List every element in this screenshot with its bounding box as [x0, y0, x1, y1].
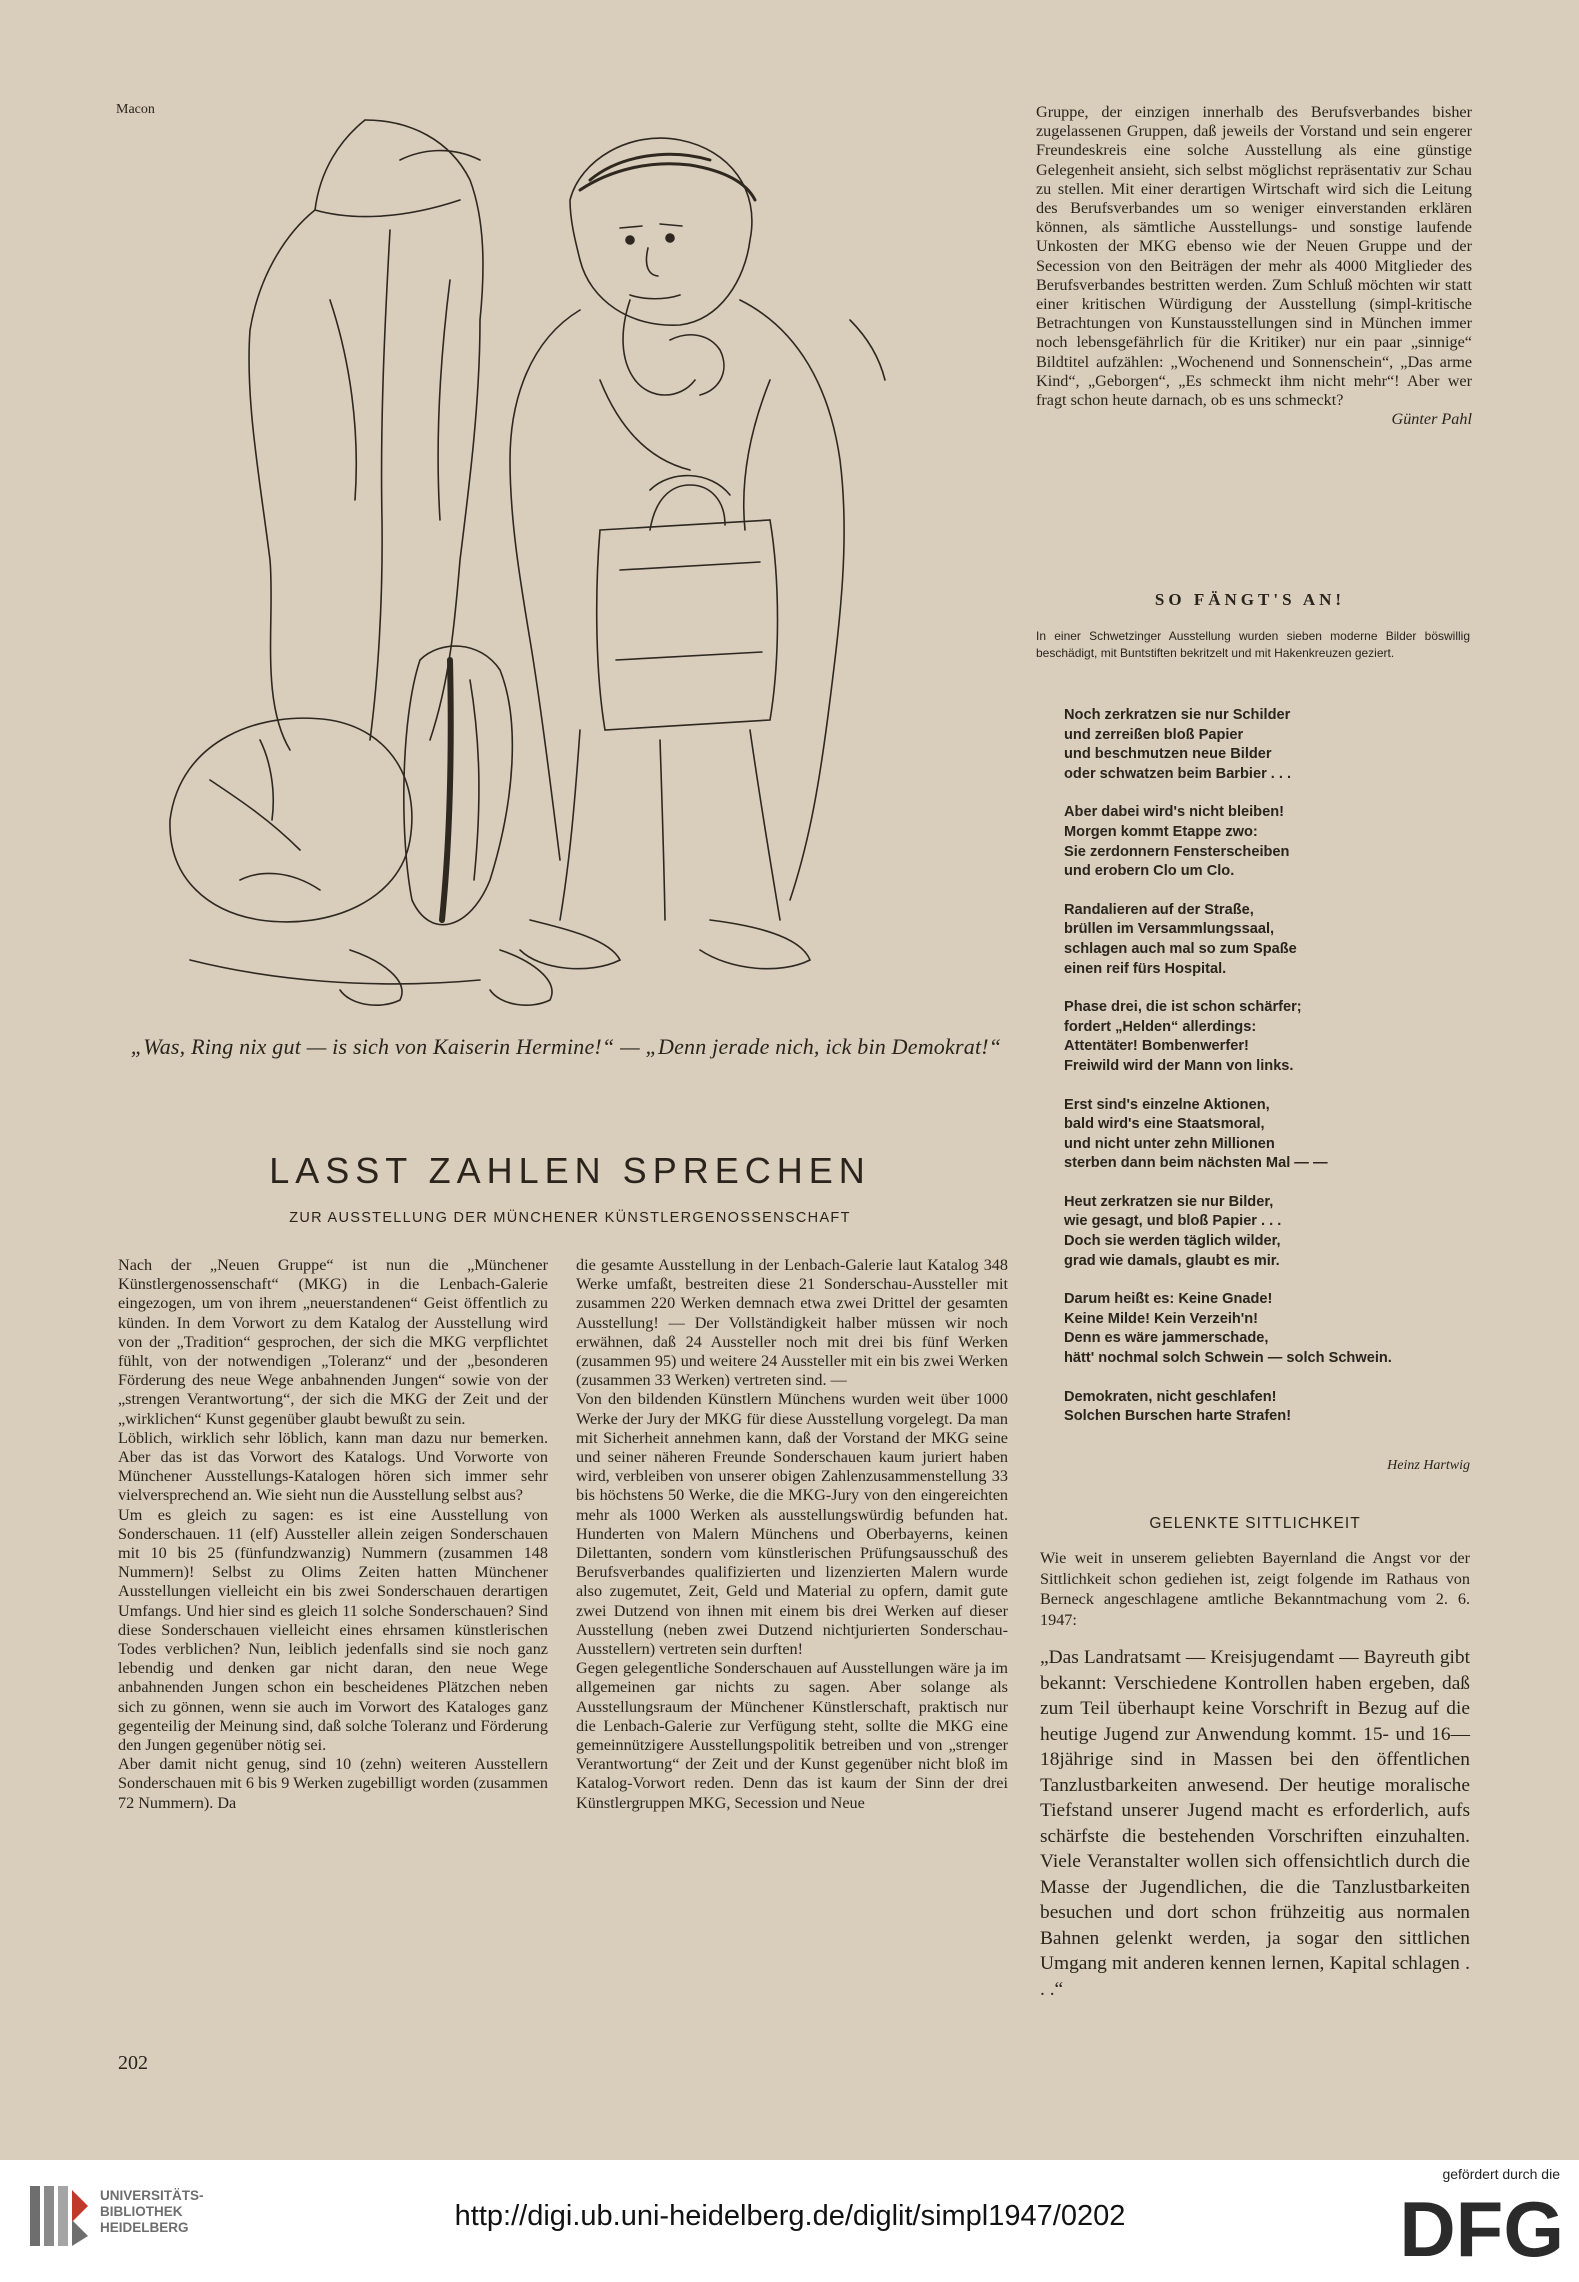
poem-line: Attentäter! Bombenwerfer!	[1064, 1038, 1249, 1055]
poem-line: Sie zerdonnern Fensterscheiben	[1064, 843, 1290, 860]
library-name-line: BIBLIOTHEK	[100, 2204, 183, 2219]
poem-stanza	[1064, 1290, 1494, 1368]
library-name-line: UNIVERSITÄTS-	[100, 2188, 204, 2203]
poem-line: sterben dann beim nächsten Mal — —	[1064, 1155, 1328, 1172]
poem-line: schlagen auch mal so zum Spaße	[1064, 940, 1297, 957]
article2-title: GELENKTE SITTLICHKEIT	[1149, 1515, 1361, 1532]
article2-quote: „Das Landratsamt — Kreisjugendamt — Bayreuth gibt bekannt: Verschiedene Kontrollen haben ergeben, daß zum Teil überhaupt keine Vorschrift in Bezug auf die heutige Jugend zur Anwendung kommt. 15- und 16—18jährige sind in Massen bei den öffentlichen Tanzlustbarkeiten anwesend. Der heutige moralische Tiefstand unserer Jugend macht es erforderlich, aufs schärfste die bestehenden Vorschriften einzuhalten. Viele Veranstalter wollen sich offensichtlich durch die Masse der Jugendlichen, die die Tanzlustbarkeiten besuchen und dort schon frühzeitig aus normalen Bahnen gelenkt werden, ja sogar den sittlichen Umgang mit anderen kennen lernen, Kapital schlagen . . .“	[1040, 1647, 1470, 2000]
poem-line: und erobern Clo um Clo.	[1064, 863, 1235, 880]
cartoon-illustration	[150, 100, 1020, 1030]
poem-stanza	[1064, 1096, 1494, 1174]
poem-line: Noch zerkratzen sie nur Schilder	[1064, 707, 1291, 723]
dfg-logo-icon	[1388, 2184, 1568, 2264]
article-title: LASST ZAHLEN SPRECHEN	[269, 1150, 871, 1191]
poem-author: Heinz Hartwig	[1387, 1458, 1470, 1473]
poem-line: grad wie damals, glaubt es mir.	[1064, 1252, 1280, 1269]
poem-line: bald wird's eine Staatsmoral,	[1064, 1116, 1265, 1133]
paragraph: Von den bildenden Künstlern Münchens wurden weit über 1000 Werke der Jury der MKG für diese Ausstellung vorgelegt. Da man mit Sicherheit annehmen kann, daß der Vorstand der MKG seine und seiner näheren Freunde Sonderschauen kaum juriert haben wird, verbleiben von unserer obigen Zahlenzusammenstellung 33 bis höchstens 50 Werke, die die MKG-Jury von den eingereichten mehr als 1000 Werken als ausstellungswürdig befunden hat. Hunderten von Malern Münchens und Oberbayerns, keinen Dilettanten, sondern vom künstlerischen Prüfungsausschuß des Berufsverbandes qualifizierten und lizenzierten Malern wurde also zugemutet, Zeit, Geld und Material zu opfern, damit gute zwei Dutzend von ihnen mit einem bis drei Werken auf dieser Ausstellung (neben zwei Dutzend nichtjurierten Sonderschau-Ausstellern) vertreten sein durften!	[576, 1390, 1008, 1659]
poem-line: Aber dabei wird's nicht bleiben!	[1064, 804, 1284, 821]
poem-line: oder schwatzen beim Barbier . . .	[1064, 765, 1292, 782]
poem-line: Morgen kommt Etappe zwo:	[1064, 823, 1258, 840]
poem-line: brüllen im Versammlungssaal,	[1064, 921, 1275, 938]
article2-intro: Wie weit in unserem geliebten Bayernland die Angst vor der Sittlichkeit schon gediehen ist, zeigt folgende im Rathaus von Berneck angeschlagene amtliche Bekanntmachung vom 2. 6. 1947:	[1040, 1549, 1470, 1629]
poem-intro: In einer Schwetzinger Ausstellung wurden sieben moderne Bilder böswillig beschädigt, mit Buntstiften bekritzelt und mit Hakenkreuzen geziert.	[1036, 629, 1470, 660]
poem-line: Freiwild wird der Mann von links.	[1064, 1057, 1294, 1074]
paragraph: Löblich, wirklich sehr löblich, kann man dazu nur bemerken. Aber das ist das Vorwort des Katalogs. Und Vorworte von Münchener Ausstellungs-Katalogen hören sich immer sehr vielversprechend an. Wie sieht nun die Ausstellung selbst aus?	[118, 1428, 548, 1505]
poem-line: Randalieren auf der Straße,	[1064, 901, 1254, 918]
poem-line: hätt' nochmal solch Schwein — solch Schwein.	[1064, 1350, 1392, 1367]
paragraph: Um es gleich zu sagen: es ist eine Ausstellung von Sonderschauen. 11 (elf) Aussteller allein zeigen Sonderschauen mit 10 bis 25 (fünfundzwanzig) Nummern (zusammen 148 Nummern)! Selbst zu Olims Zeiten hatten Münchener Ausstellungen vielleicht ein bis zwei Sonderschauen derartigen Umfangs. Und hier sind es gleich 11 solche Sonderschauen? Sind diese Sonderschauen vielleicht eines ehrsamen künstlerischen Todes verblichen? Nun, leiblich jedenfalls sind sie noch ganz lebendig und denken gar nicht daran, den neue Wege anbahnenden Jungen schon ein bescheidenes Plätzchen neben sich zu gönnen, wenn sie auch im Vorwort des Kataloges ganz gegenteilig der Meinung sind, daß solche Toleranz und Förderung den Jungen gegenüber nötig sei.	[118, 1505, 548, 1755]
illustrator-credit: Macon	[116, 102, 155, 117]
university-library-logo-icon	[26, 2180, 92, 2252]
page-number: 202	[118, 2052, 148, 2074]
poem-line: Erst sind's einzelne Aktionen,	[1064, 1096, 1270, 1113]
poem-stanza	[1064, 901, 1494, 979]
poem-title: SO FÄNGT'S AN!	[1154, 590, 1346, 609]
poem-line: Denn es wäre jammerschade,	[1064, 1330, 1269, 1347]
poem-line: Demokraten, nicht geschlafen!	[1064, 1388, 1277, 1405]
poem-line: und nicht unter zehn Millionen	[1064, 1135, 1275, 1152]
library-name	[100, 2188, 204, 2236]
paragraph: Gegen gelegentliche Sonderschauen auf Ausstellungen wäre ja im allgemeinen gar nichts zu sagen. Aber solange als Ausstellungsraum der Münchener Künstlerschaft, praktisch nur die Lenbach-Galerie zur Verfügung steht, sollte die MKG eine gemeinnützigere Ausstellungspolitik betreiben und von „strenger Verantwortung“ der Zeit und der Kunst gegenüber nicht bloß im Katalog-Vorwort reden. Denn das ist kaum der Sinn der drei Künstlergruppen MKG, Secession und Neue	[576, 1659, 1008, 1812]
poem-line: einen reif fürs Hospital.	[1064, 960, 1227, 977]
article-subtitle: ZUR AUSSTELLUNG DER MÜNCHENER KÜNSTLERGENOSSENSCHAFT	[289, 1210, 851, 1226]
poem-line: Solchen Burschen harte Strafen!	[1064, 1408, 1292, 1425]
poem-stanza	[1064, 803, 1494, 881]
library-name-line: HEIDELBERG	[100, 2220, 189, 2235]
poem-stanza	[1064, 1388, 1494, 1427]
poem-line: Doch sie werden täglich wilder,	[1064, 1233, 1281, 1250]
article-column-1	[118, 1256, 548, 1813]
paragraph: Aber damit nicht genug, sind 10 (zehn) weiteren Ausstellern Sonderschauen mit 6 bis 9 Werken zugebilligt worden (zusammen 72 Nummern). Da	[118, 1755, 548, 1812]
poem-line: Keine Milde! Kein Verzeih'n!	[1064, 1310, 1259, 1327]
poem-line: Phase drei, die ist schon schärfer;	[1064, 999, 1302, 1016]
dfg-logo-text: DFG	[1399, 2185, 1564, 2264]
poem-line: fordert „Helden“ allerdings:	[1064, 1018, 1257, 1035]
poem-line: und zerreißen bloß Papier	[1064, 726, 1244, 743]
paragraph: die gesamte Ausstellung in der Lenbach-Galerie laut Katalog 348 Werke umfaßt, bestreiten diese 21 Sonderschau-Aussteller mit zusammen 220 Werken demnach etwa zwei Drittel der gesamten Ausstellung! — Der Vollständigkeit halber müssen wir noch erwähnen, daß 24 Aussteller noch mit drei bis fünf Werken (zusammen 95) und weitere 24 Aussteller mit ein bis zwei Werken (zusammen 33 Werken) vertreten sind. —	[576, 1256, 1008, 1390]
article-author: Günter Pahl	[1391, 410, 1472, 429]
poem	[1064, 706, 1494, 1446]
poem-line: Heut zerkratzen sie nur Bilder,	[1064, 1193, 1274, 1210]
document-url[interactable]: http://digi.ub.uni-heidelberg.de/diglit/simpl1947/0202	[454, 2200, 1126, 2232]
illustration-caption: „Was, Ring nix gut — is sich von Kaiserin Hermine!“ — „Denn jerade nich, ick bin Demokrat!“	[130, 1034, 1002, 1059]
poem-line: wie gesagt, und bloß Papier . . .	[1064, 1213, 1282, 1230]
article-column-3	[1036, 103, 1472, 429]
paragraph: Nach der „Neuen Gruppe“ ist nun die „Münchener Künstlergenossenschaft“ (MKG) in die Lenbach-Galerie eingezogen, um von ihrem „neuerstandenen“ Geist öffentlich zu künden. In dem Vorwort zu dem Katalog der Ausstellung wird von der „Tradition“ gesprochen, der sich die MKG verpflichtet fühlt, von der notwendigen „Toleranz“ und der „besonderen Förderung des neue Wege anbahnenden Jungen“ sowie von der „strengen Verantwortung“, der sich die MKG der Zeit und der „wirklichen“ Kunst gegenüber glaubt bewußt zu sein.	[118, 1256, 548, 1428]
poem-stanza	[1064, 998, 1494, 1076]
poem-line: und beschmutzen neue Bilder	[1064, 746, 1272, 763]
funded-by-label: gefördert durch die	[1442, 2166, 1560, 2182]
poem-stanza	[1064, 706, 1494, 784]
poem-stanza	[1064, 1193, 1494, 1271]
paragraph: Gruppe, der einzigen innerhalb des Berufsverbandes bisher zugelassenen Gruppen, daß jeweils der Vorstand und sein engerer Freundeskreis eine solche Ausstellung als eine günstige Gelegenheit ansieht, sich selbst möglichst repräsentativ zur Schau zu stellen. Mit einer derartigen Wirtschaft wird sich die Leitung des Berufsverbandes um so weniger einverstanden erklären können, als sämtliche Ausstellungs- und sonstige laufende Unkosten der MKG ebenso wie der Neuen Gruppe und der Secession von den Beiträgen der mehr als 4000 Mitglieder des Berufsverbandes bestritten werden. Zum Schluß möchten wir statt einer kritischen Würdigung der Ausstellung (simpl-kritische Betrachtungen von Kunstausstellungen sind in München immer noch lebensgefährlich für die Kritiker) nur ein paar „sinnige“ Bildtitel aufzählen: „Wochenend und Sonnenschein“, „Das arme Kind“, „Geborgen“, „Es schmeckt ihm nicht mehr“! Aber wer fragt schon heute darnach, ob es uns schmeckt?	[1036, 103, 1472, 410]
poem-line: Darum heißt es: Keine Gnade!	[1064, 1291, 1273, 1308]
article-column-2	[576, 1256, 1008, 1813]
